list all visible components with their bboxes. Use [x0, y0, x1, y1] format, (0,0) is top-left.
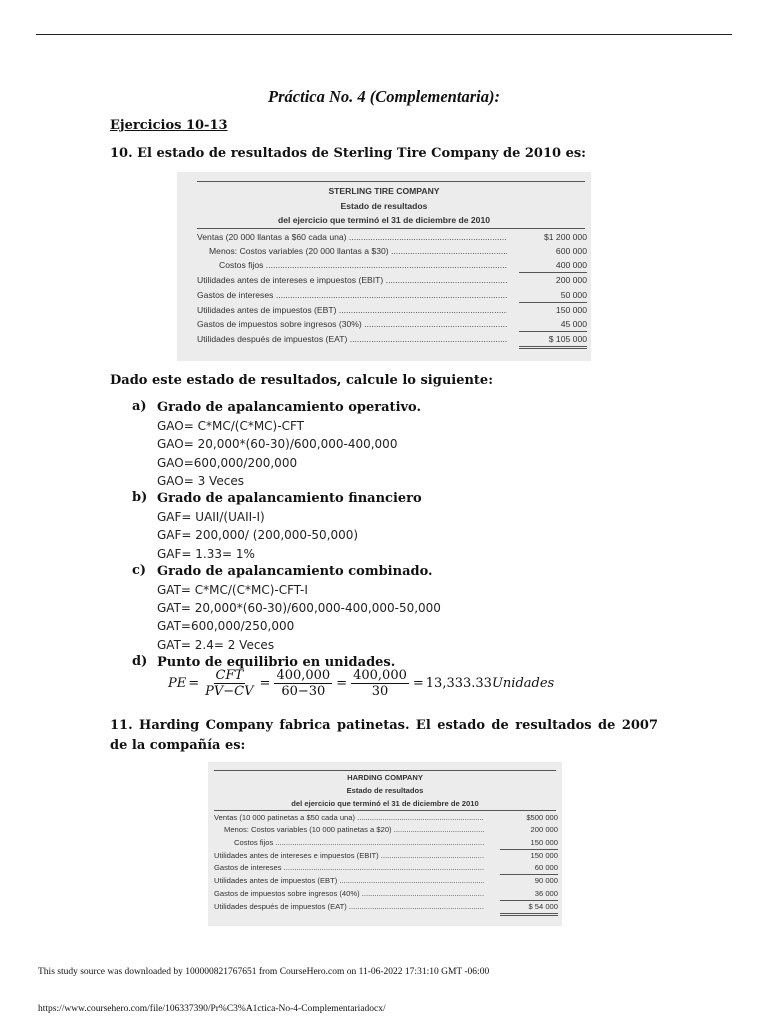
table-top-rule	[214, 770, 556, 771]
instruction: Dado este estado de resultados, calcule lo siguiente:	[110, 373, 494, 388]
formula-result: 13,333.33	[425, 676, 492, 691]
table-company: STERLING TIRE COMPANY	[328, 186, 440, 196]
table-period: del ejercicio que terminó el 31 de diciembre de 2010	[277, 215, 491, 225]
table-row: Gastos de impuestos sobre ingresos (40%) ..... 36 000	[214, 889, 558, 898]
formula-line: GAO= 3 Veces	[157, 473, 244, 488]
table-company: HARDING COMPANY	[347, 773, 423, 782]
source-url[interactable]: https://www.coursehero.com/file/106337390/Pr%C3%A1ctica-No-4-Complementariadocx/	[38, 1004, 386, 1014]
numerator: CFT	[215, 668, 244, 683]
sum-rule	[519, 272, 587, 273]
sum-rule	[500, 849, 558, 850]
formula-line: GAT=600,000/250,000	[157, 619, 295, 634]
table-row: Gastos de intereses ..... 60 000	[214, 863, 558, 872]
table-row: Menos: Costos variables (10 000 patinetas a $20) ..... 200 000	[224, 825, 558, 834]
table-period: del ejercicio que terminó el 31 de diciembre de 2010	[291, 799, 479, 808]
formula-lhs: PE	[168, 676, 187, 691]
answer-a	[132, 399, 441, 490]
table-statement: Estado de resultados	[346, 786, 424, 795]
question-10: 10. El estado de resultados de Sterling Tire Company de 2010 es:	[110, 146, 586, 161]
table-top-rule	[197, 181, 585, 182]
sum-rule	[519, 302, 587, 303]
formula-line: GAT= C*MC/(C*MC)-CFT-I	[157, 583, 308, 598]
table-row: Utilidades antes de impuestos (EBT) ..... 90 000	[214, 876, 558, 885]
answer-list	[132, 399, 441, 672]
table-row: Ventas (20 000 llantas a $60 cada una) ..... $1 200 000	[197, 232, 587, 242]
item-letter: a)	[132, 399, 147, 414]
formula-line: GAO=600,000/200,000	[157, 455, 298, 470]
item-letter: d)	[132, 653, 148, 669]
table-header-rule	[214, 810, 556, 811]
table-row: Costos fijos ..... 400 000	[219, 260, 587, 270]
sum-rule	[500, 915, 558, 916]
formula-line: GAF= UAII/(UAII-I)	[157, 510, 265, 525]
page-title: Práctica No. 4 (Complementaria):	[268, 87, 500, 106]
table-row: Ventas (10 000 patinetas a $50 cada una) ..... $500 000	[214, 813, 558, 822]
fraction	[203, 668, 255, 699]
table-row: Gastos de impuestos sobre ingresos (30%) ..... 45 000	[197, 319, 587, 329]
denominator: PV−CV	[205, 684, 254, 699]
answer-c	[132, 563, 441, 654]
formula-line: GAT= 2.4= 2 Veces	[157, 637, 275, 652]
item-letter: c)	[132, 562, 147, 578]
equals-sign: =	[259, 676, 271, 691]
equals-sign: =	[188, 676, 200, 691]
table-row: Costos fijos ..... 150 000	[234, 838, 558, 847]
table-statement: Estado de resultados	[340, 201, 428, 211]
sterling-income-statement	[177, 172, 591, 361]
table-row: Gastos de intereses ..... 50 000	[197, 290, 587, 300]
numerator: 400,000	[276, 668, 331, 683]
sum-rule	[519, 331, 587, 332]
question-11: 11. Harding Company fabrica patinetas. El estado de resultados de 2007 de la compañía es:	[110, 718, 658, 753]
item-letter: b)	[132, 490, 148, 506]
item-title: Punto de equilibrio en unidades.	[157, 654, 396, 670]
numerator: 400,000	[353, 668, 407, 683]
table-header-rule	[197, 228, 585, 229]
item-title: Grado de apalancamiento financiero	[157, 491, 422, 507]
item-title: Grado de apalancamiento combinado.	[157, 563, 433, 579]
table-row: Utilidades antes de impuestos (EBT) ..... 150 000	[197, 305, 587, 315]
sum-rule	[519, 348, 587, 349]
sum-rule	[500, 900, 558, 901]
harding-income-statement	[208, 762, 562, 926]
fraction	[274, 668, 332, 699]
table-row: Utilidades después de impuestos (EAT) ..... $ 105 000	[197, 334, 587, 344]
formula-line: GAO= C*MC/(C*MC)-CFT	[157, 419, 304, 434]
formula-line: GAT= 20,000*(60-30)/600,000-400,000-50,000	[157, 601, 441, 616]
exercises-subheading: Ejercicios 10-13	[110, 118, 228, 133]
sum-rule	[500, 913, 558, 914]
denominator: 30	[371, 684, 389, 699]
download-note: This study source was downloaded by 100000821767651 from CourseHero.com on 11-06-2022 17:31:10 GMT -06:00	[38, 967, 490, 977]
item-title: Grado de apalancamiento operativo.	[157, 400, 422, 415]
break-even-formula	[168, 668, 554, 699]
sum-rule	[519, 346, 587, 347]
answer-b	[132, 490, 441, 563]
formula-line: GAO= 20,000*(60-30)/600,000-400,000	[157, 437, 398, 452]
table-row: Utilidades antes de intereses e impuestos (EBIT) ..... 200 000	[197, 275, 587, 285]
sum-rule	[500, 874, 558, 875]
table-row: Utilidades después de impuestos (EAT) ..... $ 54 000	[214, 902, 558, 911]
top-rule	[36, 34, 732, 35]
table-row: Menos: Costos variables (20 000 llantas a $30) ..... 600 000	[209, 246, 587, 256]
table-row: Utilidades antes de intereses e impuestos (EBIT) ..... 150 000	[214, 851, 558, 860]
equals-sign: =	[336, 676, 348, 691]
equals-sign: =	[412, 676, 424, 691]
denominator: 60−30	[281, 684, 326, 699]
formula-line: GAF= 1.33= 1%	[157, 546, 255, 561]
formula-unit: Unidades	[491, 676, 555, 691]
formula-line: GAF= 200,000/ (200,000-50,000)	[157, 528, 359, 543]
fraction	[351, 668, 409, 699]
